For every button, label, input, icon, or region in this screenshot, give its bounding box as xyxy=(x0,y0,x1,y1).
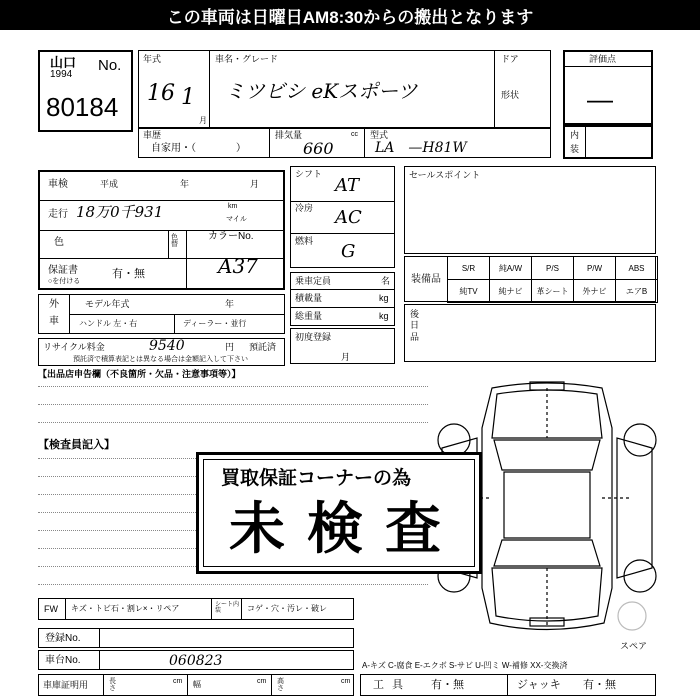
teiin-label: 乗車定員 xyxy=(295,276,332,286)
recycle-yotaku: 預託済 xyxy=(249,342,277,352)
fw-label: FW xyxy=(44,604,58,614)
spare-tire xyxy=(618,602,646,630)
shamei-label: 車名・グレード xyxy=(215,54,279,64)
nenshiki-month: 1 xyxy=(181,85,195,110)
capacity-box xyxy=(290,272,395,326)
katashiki-label: 型式 xyxy=(370,130,389,140)
hyouka-value: — xyxy=(587,84,613,114)
recycle-box xyxy=(38,338,285,366)
equipment-cell: 純TV xyxy=(447,279,490,303)
spare-label: スペア xyxy=(620,641,648,651)
nenshiki-gatsu: 月 xyxy=(199,116,207,125)
tsukeru-label: ○を付ける xyxy=(48,278,81,285)
shadai-label: 車台No. xyxy=(45,655,81,666)
shaken-nen: 年 xyxy=(180,179,190,189)
sekisai-label: 積載量 xyxy=(295,293,323,303)
handle-label: ハンドル 左・右 xyxy=(79,319,138,328)
guide-line xyxy=(38,404,428,405)
mile-label: マイル xyxy=(226,216,247,223)
naga-cm: cm xyxy=(173,678,183,685)
model-nen: 年 xyxy=(225,299,235,309)
irokae-label: 色替 xyxy=(171,234,178,248)
shaken-label: 車検 xyxy=(48,179,68,190)
row2-box xyxy=(138,128,551,158)
stamp-line2: 未検査 xyxy=(229,497,463,560)
haba-label: 幅 xyxy=(193,680,201,689)
kensain-label: 【検査員記入】 xyxy=(38,439,115,451)
mikensa-stamp xyxy=(196,452,482,574)
lot-no-label: No. xyxy=(98,57,122,74)
shamei-value: ミツビシ eKスポーツ xyxy=(225,79,418,103)
car-right-side xyxy=(617,438,652,578)
shuppin-label: 【出品店申告欄（不良箇所・欠品・注意事項等）】 xyxy=(38,369,241,379)
gai-label: 外 xyxy=(49,299,59,310)
km-label: km xyxy=(228,203,238,210)
touroku-box xyxy=(38,628,354,648)
taka-cm: cm xyxy=(341,678,351,685)
damage-legend: A-キズ C-腐食 E-エクボ S-サビ U-凹ミ W-補修 XX-交換済 xyxy=(362,661,568,670)
katashiki-value: LA —H81W xyxy=(375,140,467,156)
equipment-cell: 純ナビ xyxy=(489,279,532,303)
naisou-box xyxy=(563,125,653,159)
color-no-value: A37 xyxy=(218,254,258,278)
gojitsu-box xyxy=(404,304,656,362)
shadai-box xyxy=(38,650,354,670)
lot-yamaguchi: 山口 xyxy=(50,55,77,70)
nenshiki-year: 16 xyxy=(147,81,175,106)
door-label: ドア xyxy=(501,54,519,64)
wheel-front-right xyxy=(624,424,656,456)
nenshiki-label: 年式 xyxy=(143,54,162,64)
stamp-line1: 買取保証コーナーの為 xyxy=(221,468,412,489)
iro-label: 色 xyxy=(54,237,64,248)
recycle-value: 9540 xyxy=(149,338,185,354)
fw-box xyxy=(38,598,354,620)
shodo-tsuki: 月 xyxy=(341,352,351,362)
kougu-value: 有・無 xyxy=(431,679,464,691)
equipment-cell: 純A/W xyxy=(489,256,532,280)
jack-value: 有・無 xyxy=(583,679,616,691)
nenryou-value: G xyxy=(341,241,356,262)
car-windshield xyxy=(494,440,600,470)
soukou-value: 18万0千931 xyxy=(76,203,164,221)
equipment-cell: エアB xyxy=(615,279,658,303)
guide-line xyxy=(38,386,428,387)
hyouka-label: 評価点 xyxy=(589,54,617,64)
dealer-label: ディーラー・並行 xyxy=(183,319,247,328)
equipment-cell: S/R xyxy=(447,256,490,280)
sou-label: 装 xyxy=(570,144,580,154)
recycle-label: リサイクル料金 xyxy=(43,342,105,352)
recycle-yen: 円 xyxy=(225,342,235,352)
shareki-label: 車歴 xyxy=(143,130,162,140)
sales-point-label: セールスポイント xyxy=(409,170,481,180)
shodo-box xyxy=(290,328,395,364)
banner-text: この車両は日曜日AM8:30からの搬出となります xyxy=(166,7,534,27)
model-label: モデル年式 xyxy=(85,299,130,309)
equipment-cell: 外ナビ xyxy=(573,279,616,303)
inspection-box xyxy=(38,170,285,290)
lot-box xyxy=(38,50,133,132)
lot-year-code: 1994 xyxy=(50,69,73,80)
shako-box xyxy=(38,674,354,696)
shift-box xyxy=(290,166,395,268)
shareki-value: 自家用・（ ） xyxy=(151,143,246,154)
keijo-label: 形状 xyxy=(501,90,520,100)
hoshousho-label: 保証書 xyxy=(48,265,78,276)
sojuryou-label: 総重量 xyxy=(295,311,323,321)
haikiryou-value: 660 xyxy=(303,139,334,158)
hoshousho-value: 有・無 xyxy=(112,268,145,280)
naga-label: 長さ xyxy=(109,678,116,692)
seat-label: シート内装 xyxy=(215,602,240,614)
seat-items: コゲ・穴・汚レ・破レ xyxy=(247,604,327,613)
equipment-cell: P/S xyxy=(531,256,574,280)
wheel-rear-right xyxy=(624,560,656,592)
haikiryou-label: 排気量 xyxy=(275,130,303,140)
shodo-label: 初度登録 xyxy=(295,332,332,342)
equipment-cell: ABS xyxy=(615,256,658,280)
guide-line xyxy=(38,422,428,423)
gojitsu-label: 後日品 xyxy=(410,309,420,342)
shako-label: 車庫証明用 xyxy=(43,680,89,690)
heisei-label: 平成 xyxy=(100,179,119,189)
jack-label: ジャッキ xyxy=(517,679,561,691)
soukou-label: 走行 xyxy=(48,209,68,220)
guide-line xyxy=(38,584,428,585)
sojuryou-kg: kg xyxy=(379,311,389,321)
nai-label: 内 xyxy=(570,130,580,140)
hyouka-box xyxy=(563,50,653,125)
row1-box xyxy=(138,50,551,128)
reibou-value: AC xyxy=(335,207,362,228)
car-rear-window xyxy=(494,540,600,566)
shadai-value: 060823 xyxy=(169,653,223,669)
haba-cm: cm xyxy=(257,678,267,685)
cc-label: cc xyxy=(351,131,358,138)
equipment-cell: P/W xyxy=(573,256,616,280)
banner xyxy=(0,0,700,30)
touroku-label: 登録No. xyxy=(45,633,81,644)
kougu-label: 工具 xyxy=(373,679,411,691)
teiin-mei: 名 xyxy=(381,276,391,286)
sha-label: 車 xyxy=(49,316,59,327)
lot-number: 80184 xyxy=(46,92,119,122)
nenryou-label: 燃料 xyxy=(295,236,314,246)
tools-box xyxy=(360,674,656,696)
car-roof xyxy=(504,472,590,538)
shift-value: AT xyxy=(335,175,360,196)
fw-items: キズ・トビ石・割レ×・リペア xyxy=(71,604,180,613)
color-no-label: カラーNo. xyxy=(208,231,254,242)
shaken-gatsu: 月 xyxy=(250,179,260,189)
sales-point-box xyxy=(404,166,656,254)
sekisai-kg: kg xyxy=(379,293,389,303)
recycle-note: 預託済で積算表記とは異なる場合は金額記入して下さい xyxy=(73,356,248,363)
gaisha-box xyxy=(38,294,285,334)
equipment-cell: 革シート xyxy=(531,279,574,303)
reibou-label: 冷房 xyxy=(295,203,314,213)
equipment-label: 装備品 xyxy=(411,274,441,285)
shift-label: シフト xyxy=(295,169,323,179)
taka-label: 高さ xyxy=(277,678,284,692)
